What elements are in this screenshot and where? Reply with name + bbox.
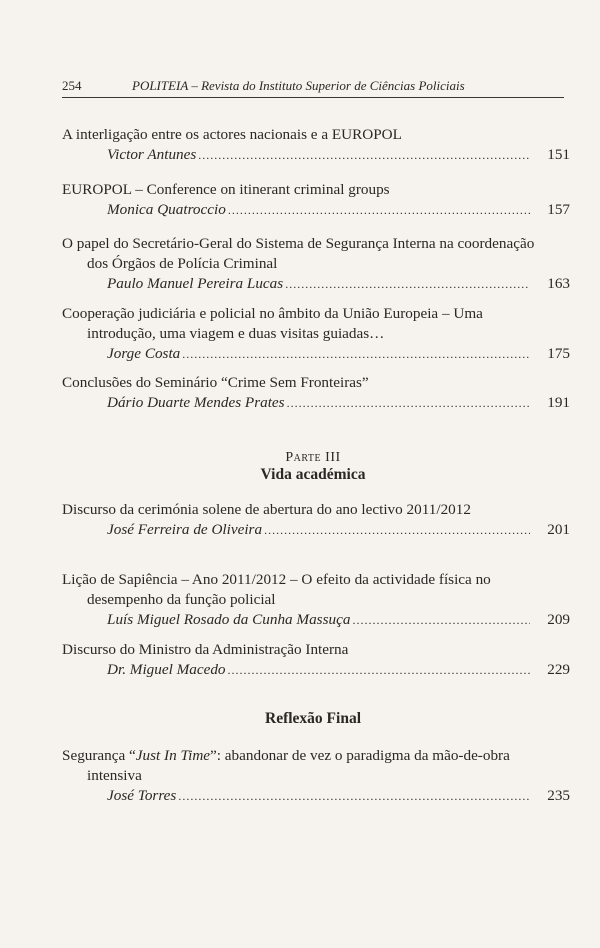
section-heading [62, 450, 564, 484]
entry-author-line [62, 274, 570, 294]
entry-author: Luís Miguel Rosado da Cunha Massuça [107, 611, 351, 628]
entry-title: Cooperação judiciária e policial no âmbito da União Europeia – Uma introdução, uma viagem e duas visitas guiadas… [62, 305, 483, 342]
entry-title-italic: Just In Time [135, 747, 211, 764]
leader-dots [264, 520, 530, 540]
toc-entry [62, 373, 570, 413]
entry-page: 201 [547, 521, 570, 538]
toc-entry [62, 570, 570, 630]
entry-title: Lição de Sapiência – Ano 2011/2012 – O efeito da actividade física no desempenho da função policial [62, 571, 491, 608]
entry-author-line [62, 344, 570, 364]
leader-dots [352, 610, 530, 630]
entry-page: 229 [547, 661, 570, 678]
entry-author-line [62, 786, 570, 806]
entry-title [62, 746, 555, 786]
toc-entry [62, 180, 570, 220]
entry-author: Dário Duarte Mendes Prates [107, 394, 285, 411]
journal-title: POLITEIA – Revista do Instituto Superior de Ciências Policiais [132, 78, 465, 93]
entry-author: Dr. Miguel Macedo [107, 661, 226, 678]
leader-dots [285, 274, 530, 294]
entry-author: Jorge Costa [107, 345, 181, 362]
toc-entry [62, 304, 570, 364]
section-title: Reflexão Final [265, 710, 361, 727]
entry-page: 151 [547, 146, 570, 163]
entry-page: 209 [547, 611, 570, 628]
section-title: Vida académica [260, 466, 366, 483]
entry-author-line [62, 393, 570, 413]
entry-page: 163 [547, 275, 570, 292]
entry-title: O papel do Secretário-Geral do Sistema de Segurança Interna na coordenação dos Órgãos de Polícia Criminal [62, 235, 535, 272]
leader-dots [228, 660, 530, 680]
entry-title: Conclusões do Seminário “Crime Sem Fronteiras” [62, 374, 369, 391]
toc-entry [62, 500, 570, 540]
toc-entry [62, 746, 570, 806]
entry-author-line [62, 200, 570, 220]
leader-dots [228, 200, 530, 220]
entry-title: EUROPOL – Conference on itinerant criminal groups [62, 181, 390, 198]
running-header [62, 78, 564, 94]
entry-title: Discurso do Ministro da Administração Interna [62, 641, 349, 658]
entry-title: Discurso da cerimónia solene de abertura do ano lectivo 2011/2012 [62, 501, 471, 518]
entry-page: 175 [547, 345, 570, 362]
entry-page: 157 [547, 201, 570, 218]
header-rule [62, 97, 564, 98]
entry-author: José Torres [107, 787, 177, 804]
page-number: 254 [62, 78, 82, 93]
entry-author-line [62, 660, 570, 680]
leader-dots [198, 145, 530, 165]
leader-dots [287, 393, 530, 413]
section-heading [62, 710, 564, 728]
entry-page: 235 [547, 787, 570, 804]
entry-title: A interligação entre os actores nacionais e a EUROPOL [62, 126, 402, 143]
leader-dots [182, 344, 530, 364]
entry-author: Victor Antunes [107, 146, 197, 163]
toc-entry [62, 234, 570, 294]
toc-entry [62, 640, 570, 680]
entry-title-suffix: ”: abandonar de vez o paradigma da mão-de-obra intensiva [87, 747, 510, 784]
entry-author-line [62, 145, 570, 165]
entry-author: José Ferreira de Oliveira [107, 521, 263, 538]
entry-author-line [62, 610, 570, 630]
entry-page: 191 [547, 394, 570, 411]
entry-author: Paulo Manuel Pereira Lucas [107, 275, 284, 292]
entry-author: Monica Quatroccio [107, 201, 226, 218]
toc-entry [62, 125, 570, 165]
entry-author-line [62, 520, 570, 540]
entry-title-prefix: Segurança “ [62, 747, 136, 764]
leader-dots [178, 786, 530, 806]
part-label: Parte III [285, 450, 341, 465]
